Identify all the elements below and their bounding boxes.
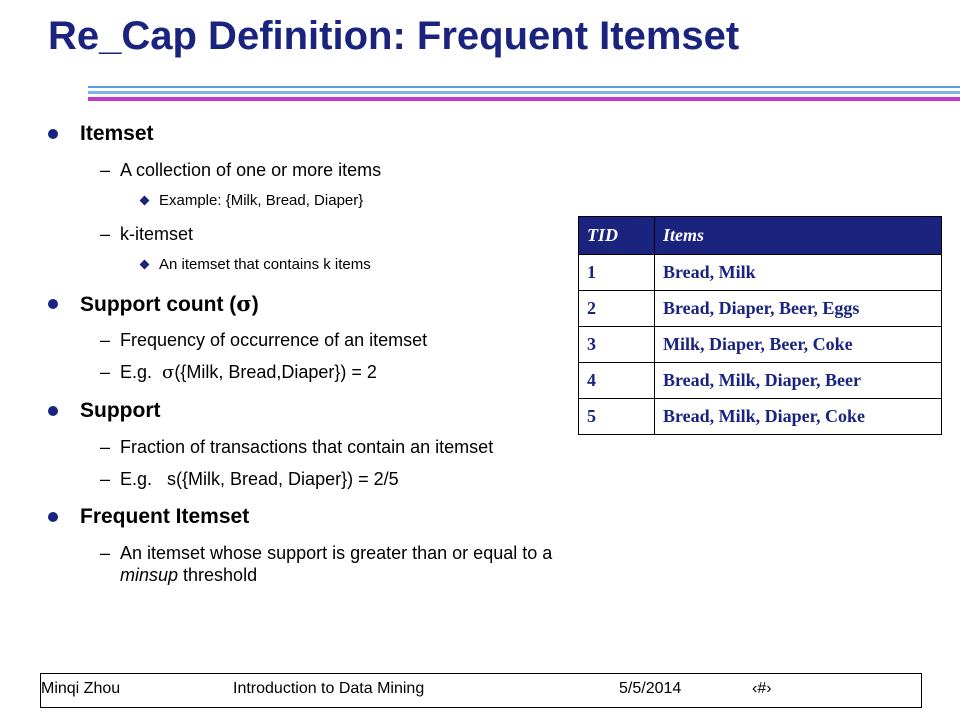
footer-page-number: ‹#› xyxy=(752,680,772,697)
bullet-itemset: Itemset xyxy=(48,117,568,153)
column-header-tid: TID xyxy=(579,217,655,255)
slide-title: Re_Cap Definition: Frequent Itemset xyxy=(48,14,740,58)
bullet-icon xyxy=(48,129,58,139)
sub-bullet: – A collection of one or more items xyxy=(100,160,382,180)
title-divider xyxy=(88,86,960,88)
bullet-icon xyxy=(48,299,58,309)
items-cell: Bread, Diaper, Beer, Eggs xyxy=(655,291,942,327)
tid-cell: 3 xyxy=(579,327,655,363)
diamond-icon xyxy=(140,196,150,206)
items-cell: Milk, Diaper, Beer, Coke xyxy=(655,327,942,363)
transactions-table xyxy=(578,216,942,435)
bullet-icon xyxy=(48,512,58,522)
title-divider xyxy=(88,97,960,101)
sub-bullet: – k-itemset xyxy=(100,224,194,244)
sub-bullet: – Fraction of transactions that contain an itemset xyxy=(100,437,494,457)
title-divider xyxy=(88,91,960,94)
items-cell: Bread, Milk, Diaper, Beer xyxy=(655,363,942,399)
sub-sub-bullet: Example: {Milk, Bread, Diaper} xyxy=(48,191,568,211)
bullet-frequent-itemset: Frequent Itemset xyxy=(48,500,568,536)
footer-author: Minqi Zhou xyxy=(41,680,121,697)
footer-course: Introduction to Data Mining xyxy=(233,680,425,697)
bullet-support-count: Support count (σ) xyxy=(48,287,568,323)
tid-cell: 4 xyxy=(579,363,655,399)
table-row xyxy=(579,255,942,291)
sub-bullet: – E.g. σ({Milk, Bread,Diaper}) = 2 xyxy=(100,362,377,383)
items-cell: Bread, Milk, Diaper, Coke xyxy=(655,399,942,435)
bullet-list xyxy=(48,117,568,596)
table-row xyxy=(579,327,942,363)
sub-bullet: – Frequency of occurrence of an itemset xyxy=(100,330,428,350)
sub-bullet: – An itemset whose support is greater than or equal to a minsup threshold xyxy=(100,543,553,585)
bullet-support: Support xyxy=(48,394,568,430)
tid-cell: 2 xyxy=(579,291,655,327)
sub-sub-bullet: An itemset that contains k items xyxy=(48,255,568,275)
tid-cell: 5 xyxy=(579,399,655,435)
slide-footer xyxy=(40,673,922,708)
items-cell: Bread, Milk xyxy=(655,255,942,291)
table-row xyxy=(579,291,942,327)
table-row xyxy=(579,363,942,399)
bullet-icon xyxy=(48,406,58,416)
tid-cell: 1 xyxy=(579,255,655,291)
diamond-icon xyxy=(140,260,150,270)
sub-bullet: – E.g. s({Milk, Bread, Diaper}) = 2/5 xyxy=(100,469,399,489)
table-row xyxy=(579,399,942,435)
footer-date: 5/5/2014 xyxy=(619,680,682,697)
table-header-row xyxy=(579,217,942,255)
column-header-items: Items xyxy=(655,217,942,255)
